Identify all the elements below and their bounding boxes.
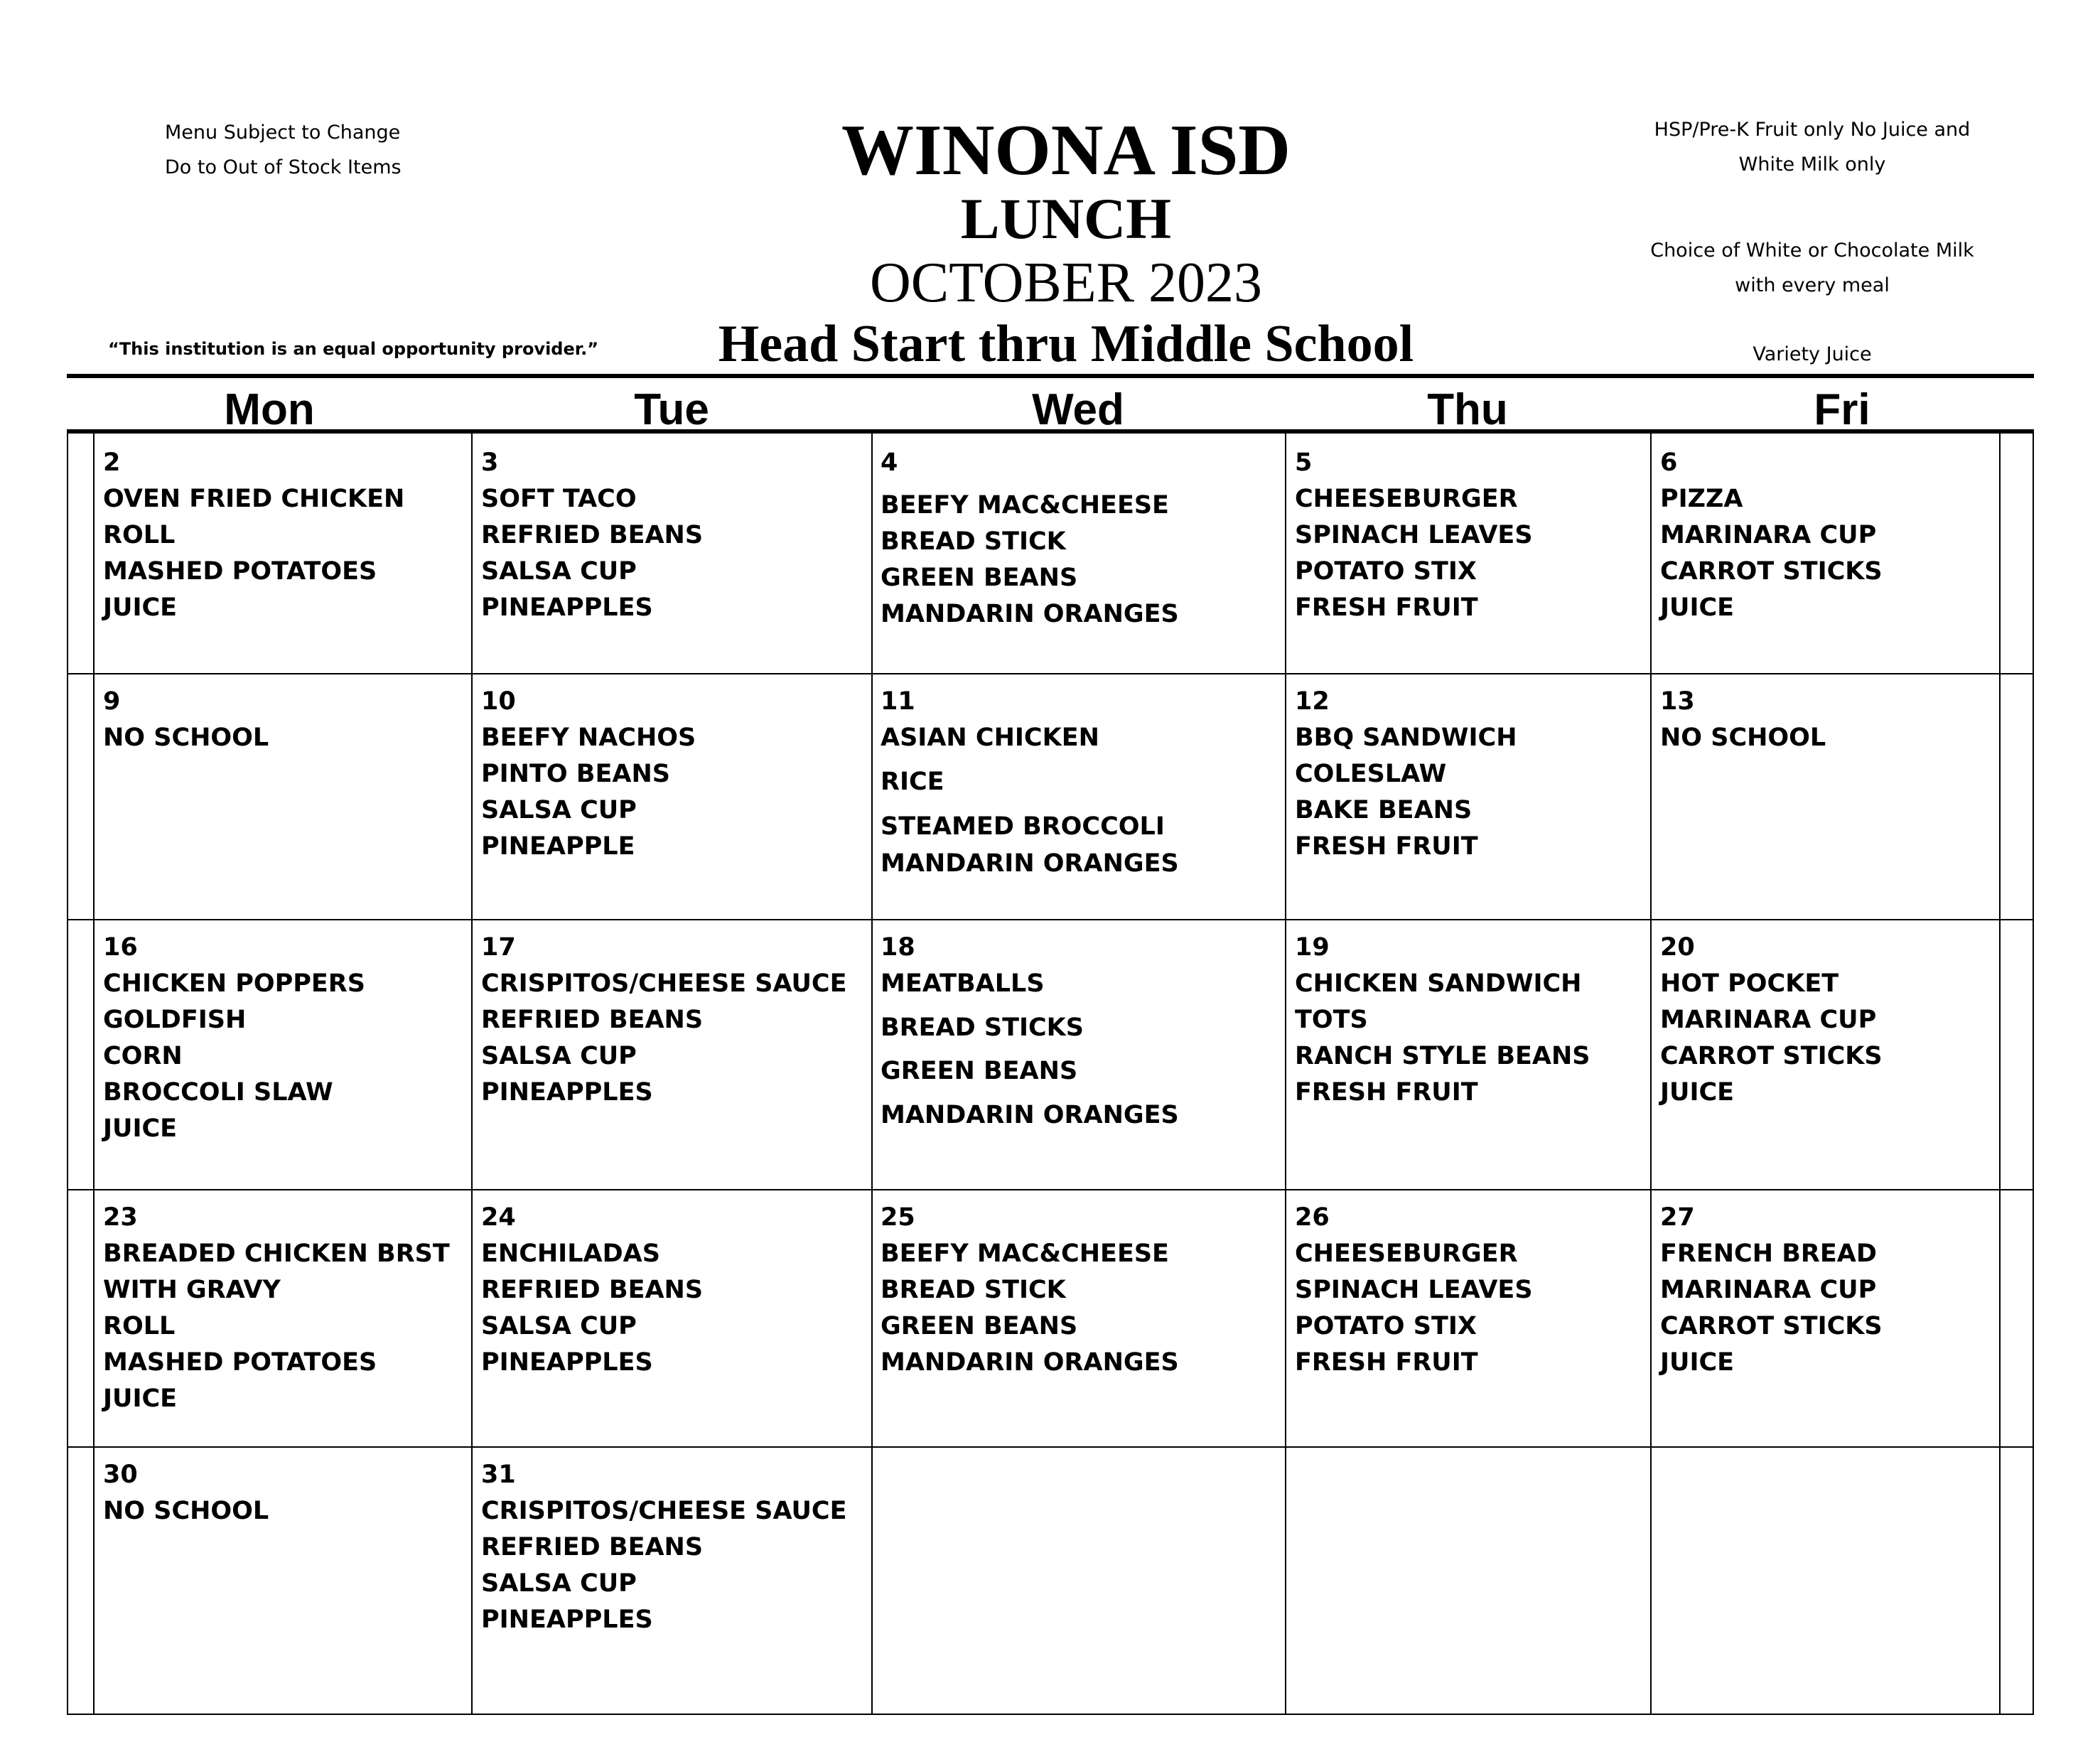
grid-line	[67, 1446, 2034, 1448]
grid-line	[1650, 431, 1652, 1715]
menu-item: BEEFY MAC&CHEESE	[881, 1239, 1169, 1268]
day-number: 17	[481, 933, 516, 962]
menu-item: SPINACH LEAVES	[1295, 521, 1533, 549]
menu-item: CHICKEN POPPERS	[103, 969, 365, 998]
day-cell	[103, 930, 365, 1147]
equal-opportunity-statement: “This institution is an equal opportunity provider.”	[108, 339, 599, 359]
menu-item: SALSA CUP	[481, 1042, 637, 1070]
menu-item: MANDARIN ORANGES	[881, 849, 1179, 878]
menu-item: RICE	[881, 768, 944, 796]
day-number: 26	[1295, 1203, 1330, 1232]
day-number: 3	[481, 448, 499, 477]
menu-item: NO SCHOOL	[103, 724, 269, 752]
menu-item: PINEAPPLE	[481, 832, 635, 861]
day-cell	[1295, 1200, 1533, 1381]
menu-item: PINEAPPLES	[481, 1606, 653, 1634]
day-cell	[103, 1457, 269, 1529]
grid-line	[67, 673, 2034, 674]
note-line: Do to Out of Stock Items	[165, 156, 402, 178]
day-number: 19	[1295, 933, 1330, 962]
menu-item: BREAD STICK	[881, 1276, 1066, 1304]
day-number: 16	[103, 933, 138, 962]
menu-item: CARROT STICKS	[1660, 1312, 1883, 1340]
day-number: 13	[1660, 687, 1695, 716]
menu-change-note	[165, 115, 402, 185]
menu-item: GREEN BEANS	[881, 1312, 1078, 1340]
menu-item: BREAD STICKS	[881, 1013, 1084, 1042]
note-line: White Milk only	[1738, 154, 1886, 176]
menu-item: PINEAPPLES	[481, 1348, 653, 1377]
menu-item: HOT POCKET	[1660, 969, 1839, 998]
menu-item: REFRIED BEANS	[481, 521, 704, 549]
day-number: 2	[103, 448, 121, 477]
day-cell	[481, 684, 696, 865]
day-cell	[1295, 684, 1517, 865]
menu-item: MANDARIN ORANGES	[881, 600, 1179, 628]
menu-item: CARROT STICKS	[1660, 557, 1883, 586]
menu-item: ROLL	[103, 521, 176, 549]
menu-item: JUICE	[1660, 1348, 1735, 1377]
grid-line	[1999, 431, 2001, 1715]
menu-item: PIZZA	[1660, 485, 1743, 513]
menu-item: GREEN BEANS	[881, 564, 1078, 592]
day-number: 12	[1295, 687, 1330, 716]
menu-item: CRISPITOS/CHEESE SAUCE	[481, 1497, 847, 1525]
menu-item: COLESLAW	[1295, 760, 1447, 788]
district-title: WINONA ISD	[841, 110, 1291, 190]
day-number: 31	[481, 1461, 516, 1489]
menu-item: ENCHILADAS	[481, 1239, 660, 1268]
menu-item: JUICE	[103, 1114, 178, 1143]
menu-item: ROLL	[103, 1312, 176, 1340]
day-header-wed: Wed	[1032, 385, 1124, 434]
note-line: HSP/Pre-K Fruit only No Juice and	[1654, 119, 1971, 141]
day-cell	[481, 1457, 847, 1638]
menu-item: GOLDFISH	[103, 1006, 247, 1034]
menu-item: CORN	[103, 1042, 183, 1070]
day-number: 20	[1660, 933, 1695, 962]
menu-item: MARINARA CUP	[1660, 1006, 1877, 1034]
day-cell	[1660, 1200, 1883, 1381]
day-number: 30	[103, 1461, 138, 1489]
menu-item: MARINARA CUP	[1660, 1276, 1877, 1304]
header-divider	[67, 374, 2034, 378]
menu-item: SALSA CUP	[481, 557, 637, 586]
menu-item: FRESH FRUIT	[1295, 832, 1478, 861]
menu-item: BREAD STICK	[881, 527, 1066, 556]
day-cell	[881, 684, 1179, 882]
menu-item: SALSA CUP	[481, 1312, 637, 1340]
note-line: Choice of White or Chocolate Milk	[1650, 240, 1974, 262]
day-header-mon: Mon	[224, 385, 315, 434]
grades-title: Head Start thru Middle School	[718, 315, 1414, 373]
menu-item: FRESH FRUIT	[1295, 593, 1478, 622]
note-line: Menu Subject to Change	[165, 122, 401, 144]
day-cell	[103, 445, 404, 626]
menu-item: BEEFY MAC&CHEESE	[881, 491, 1169, 520]
day-cell	[881, 930, 1179, 1141]
menu-item: JUICE	[1660, 593, 1735, 622]
menu-item: CRISPITOS/CHEESE SAUCE	[481, 969, 847, 998]
menu-item: JUICE	[103, 1384, 178, 1413]
menu-item: CHEESEBURGER	[1295, 485, 1518, 513]
day-number: 25	[881, 1203, 915, 1232]
menu-item: MANDARIN ORANGES	[881, 1101, 1179, 1129]
prek-note	[1635, 112, 1990, 182]
grid-line	[67, 1189, 2034, 1190]
menu-item: FRENCH BREAD	[1660, 1239, 1877, 1268]
menu-item: CHICKEN SANDWICH	[1295, 969, 1582, 998]
menu-item: STEAMED BROCCOLI	[881, 812, 1165, 841]
day-cell	[481, 1200, 703, 1381]
menu-item: JUICE	[1660, 1078, 1735, 1107]
menu-item: CHEESEBURGER	[1295, 1239, 1518, 1268]
note-line: with every meal	[1735, 274, 1890, 296]
menu-item: POTATO STIX	[1295, 557, 1477, 586]
menu-item: FRESH FRUIT	[1295, 1078, 1478, 1107]
menu-item: NO SCHOOL	[103, 1497, 269, 1525]
menu-item: RANCH STYLE BEANS	[1295, 1042, 1590, 1070]
day-number: 11	[881, 687, 915, 716]
menu-item: PINEAPPLES	[481, 1078, 653, 1107]
juice-note: Variety Juice	[1753, 343, 1872, 365]
day-header-tue: Tue	[634, 385, 709, 434]
menu-item: BBQ SANDWICH	[1295, 724, 1517, 752]
day-cell	[1295, 445, 1533, 626]
day-cell	[881, 445, 1179, 633]
day-number: 10	[481, 687, 516, 716]
month-title: OCTOBER 2023	[870, 252, 1262, 314]
menu-item: SALSA CUP	[481, 796, 637, 824]
menu-item: BAKE BEANS	[1295, 796, 1473, 824]
day-cell	[1295, 930, 1590, 1111]
menu-item: CARROT STICKS	[1660, 1042, 1883, 1070]
day-header-fri: Fri	[1814, 385, 1870, 434]
menu-item: PINTO BEANS	[481, 760, 670, 788]
menu-item: MARINARA CUP	[1660, 521, 1877, 549]
grid-line	[871, 431, 873, 1715]
day-header-thu: Thu	[1427, 385, 1508, 434]
day-number: 6	[1660, 448, 1678, 477]
day-number: 4	[881, 448, 898, 477]
menu-item: SOFT TACO	[481, 485, 637, 513]
menu-item: REFRIED BEANS	[481, 1276, 704, 1304]
menu-item: NO SCHOOL	[1660, 724, 1826, 752]
day-number: 27	[1660, 1203, 1695, 1232]
menu-item: SPINACH LEAVES	[1295, 1276, 1533, 1304]
day-number: 23	[103, 1203, 138, 1232]
day-cell	[103, 1200, 450, 1417]
day-cell	[481, 445, 703, 626]
menu-item: WITH GRAVY	[103, 1276, 281, 1304]
menu-item: POTATO STIX	[1295, 1312, 1477, 1340]
day-number: 5	[1295, 448, 1313, 477]
day-cell	[103, 684, 269, 756]
grid-line	[471, 431, 473, 1715]
menu-item: REFRIED BEANS	[481, 1006, 704, 1034]
menu-item: SALSA CUP	[481, 1569, 637, 1598]
menu-item: JUICE	[103, 593, 178, 622]
menu-item: BEEFY NACHOS	[481, 724, 696, 752]
menu-item: PINEAPPLES	[481, 593, 653, 622]
menu-item: GREEN BEANS	[881, 1057, 1078, 1085]
grid-line	[67, 919, 2034, 920]
menu-item: MEATBALLS	[881, 969, 1045, 998]
menu-item: BROCCOLI SLAW	[103, 1078, 333, 1107]
day-cell	[481, 930, 847, 1111]
menu-item: MASHED POTATOES	[103, 557, 377, 586]
menu-item: OVEN FRIED CHICKEN	[103, 485, 405, 513]
menu-item: ASIAN CHICKEN	[881, 724, 1099, 752]
day-cell	[881, 1200, 1179, 1381]
day-number: 9	[103, 687, 121, 716]
grid-line	[93, 431, 95, 1715]
grid-line	[1285, 431, 1286, 1715]
menu-item: MASHED POTATOES	[103, 1348, 377, 1377]
menu-item: BREADED CHICKEN BRST	[103, 1239, 450, 1268]
menu-item: MANDARIN ORANGES	[881, 1348, 1179, 1377]
day-cell	[1660, 445, 1883, 626]
menu-item: FRESH FRUIT	[1295, 1348, 1478, 1377]
day-number: 24	[481, 1203, 516, 1232]
meal-title: LUNCH	[960, 186, 1172, 251]
menu-item: TOTS	[1295, 1006, 1368, 1034]
day-cell	[1660, 684, 1826, 756]
milk-note	[1635, 233, 1990, 303]
day-number: 18	[881, 933, 915, 962]
day-cell	[1660, 930, 1883, 1111]
menu-item: REFRIED BEANS	[481, 1533, 704, 1561]
